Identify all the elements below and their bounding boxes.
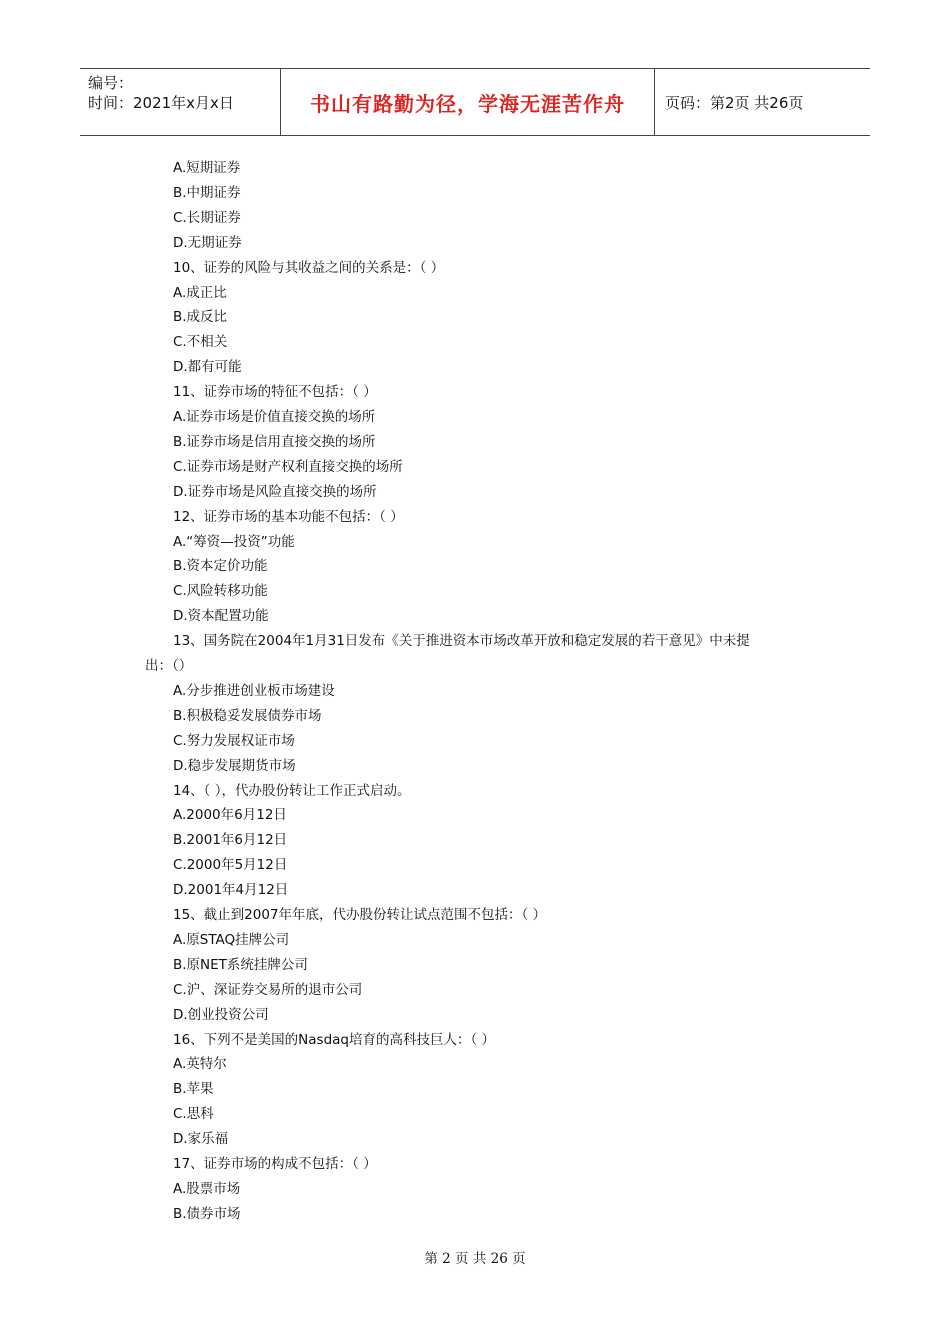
text-line: B.资本定价功能	[173, 558, 268, 575]
text-line: B.成反比	[173, 309, 228, 326]
text-line: C.2000年5月12日	[173, 857, 288, 874]
text-line: 15、截止到2007年年底，代办股份转让试点范围不包括：（ ）	[173, 907, 547, 923]
text-line: 17、证券市场的构成不包括：（ ）	[173, 1156, 377, 1172]
text-line: D.都有可能	[173, 359, 242, 376]
page-header	[80, 68, 870, 136]
text-line: D.资本配置功能	[173, 608, 269, 625]
text-line: A.2000年6月12日	[173, 807, 287, 824]
text-line: C.沪、深证券交易所的退市公司	[173, 981, 363, 998]
text-line: A.成正比	[173, 284, 227, 301]
text-line: 11、证券市场的特征不包括：（ ）	[173, 384, 377, 401]
text-line: B.积极稳妥发展债券市场	[173, 707, 322, 724]
text-line: B.苹果	[173, 1081, 214, 1098]
text-line: 12、证券市场的基本功能不包括：（ ）	[173, 508, 404, 525]
time-label: 时间：2021年x月x日	[88, 94, 234, 112]
header-meta	[80, 69, 281, 135]
number-label: 编号：	[88, 74, 134, 92]
text-line: A.“筹资—投资”功能	[173, 533, 295, 550]
text-line: A.短期证券	[173, 160, 241, 176]
text-line: A.原STAQ挂牌公司	[173, 931, 290, 948]
text-line: A.证券市场是价值直接交换的场所	[173, 409, 376, 425]
header-page-info: 页码：第2页 共26页	[665, 93, 804, 112]
text-line: D.稳步发展期货市场	[173, 757, 296, 774]
text-line: C.思科	[173, 1106, 214, 1123]
text-line: A.英特尔	[173, 1056, 227, 1073]
text-line: 13、国务院在2004年1月31日发布《关于推进资本市场改革开放和稳定发展的若干意见》中未提	[173, 633, 750, 650]
text-line: 14、（ ），代办股份转让工作正式启动。	[173, 782, 411, 799]
text-line: A.分步推进创业板市场建设	[173, 682, 335, 699]
text-line: C.长期证券	[173, 209, 241, 226]
text-line: D.创业投资公司	[173, 1006, 269, 1023]
text-line: D.无期证券	[173, 234, 242, 251]
text-line: D.证券市场是风险直接交换的场所	[173, 483, 377, 500]
text-line: B.证券市场是信用直接交换的场所	[173, 433, 376, 450]
page-footer: 第 2 页 共 26 页	[424, 1251, 526, 1267]
text-line: C.风险转移功能	[173, 583, 268, 600]
text-line: C.证券市场是财产权利直接交换的场所	[173, 458, 403, 475]
text-line: 出：（）	[145, 658, 193, 674]
text-line: C.努力发展权证市场	[173, 732, 295, 749]
header-motto: 书山有路勤为径，学海无涯苦作舟	[281, 69, 655, 135]
text-line: C.不相关	[173, 334, 228, 351]
text-line: B.中期证券	[173, 184, 241, 201]
text-line: B.2001年6月12日	[173, 832, 288, 849]
text-line: B.债券市场	[173, 1205, 241, 1222]
text-line: A.股票市场	[173, 1180, 241, 1197]
text-line: 10、证券的风险与其收益之间的关系是：（ ）	[173, 259, 445, 276]
text-line: 16、下列不是美国的Nasdaq培育的高科技巨人：（ ）	[173, 1031, 496, 1048]
text-line: D.2001年4月12日	[173, 882, 289, 899]
text-line: B.原NET系统挂牌公司	[173, 956, 308, 973]
text-line: D.家乐福	[173, 1131, 229, 1148]
